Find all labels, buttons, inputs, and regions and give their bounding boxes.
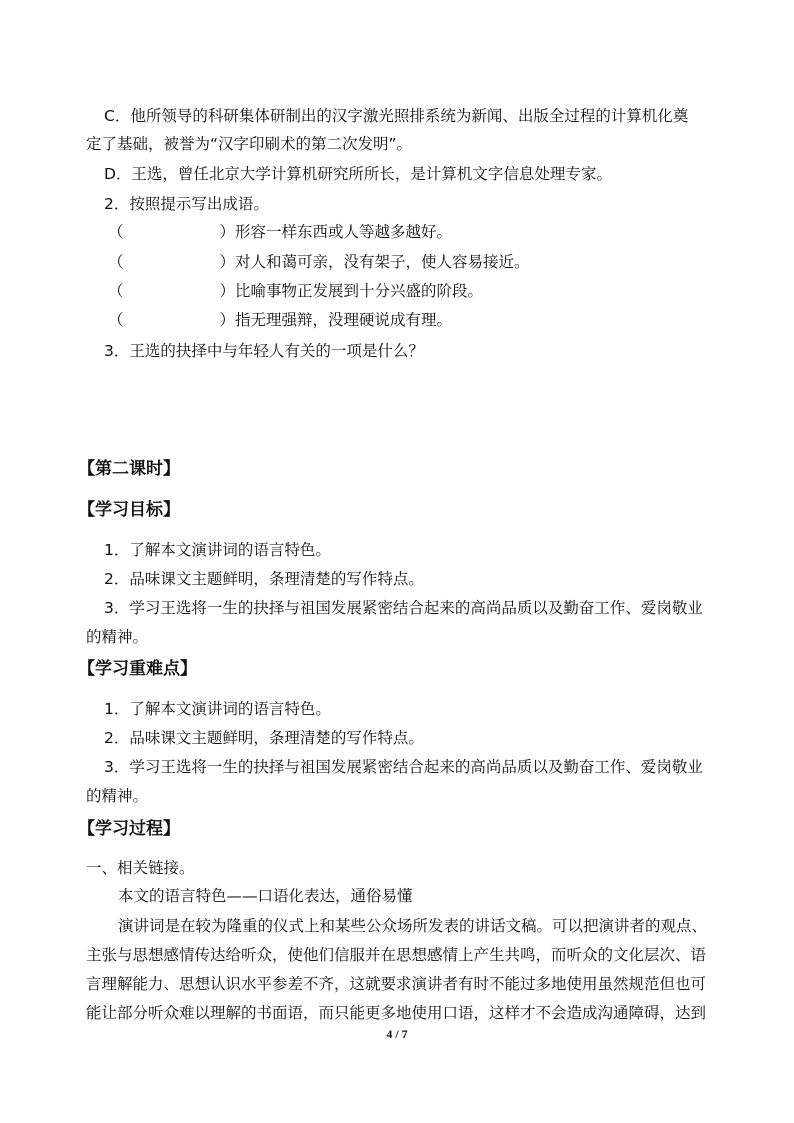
paragraph-line: 言理解能力、思想认识水平参差不齐，这就要求演讲者有时不能过多地使用虽然规范但也可 [86,975,707,993]
open-paren: （ [108,223,124,241]
close-paren: ） [219,223,236,241]
goal-item: 2．品味课文主题鲜明，条理清楚的写作特点。 [104,570,424,588]
keypoint-item: 3．学习王选将一生的抉择与祖国发展紧密结合起来的高尚品质以及勤奋工作、爱岗敬业 [104,758,703,776]
option-c-line1: C．他所领导的科研集体研制出的汉字激光照排系统为新闻、出版全过程的计算机化奠 [104,107,689,125]
open-paren: （ [108,311,124,329]
idiom-hint: 比喻事物正发展到十分兴盛的阶段。 [235,282,484,300]
idiom-item [108,222,452,242]
language-feature: 本文的语言特色——口语化表达，通俗易懂 [118,887,413,905]
paragraph-line: 能让部分听众难以理解的书面语，而只能更多地使用口语，这样才不会造成沟通障碍，达到 [86,1004,707,1022]
goal-item: 3．学习王选将一生的抉择与祖国发展紧密结合起来的高尚品质以及勤奋工作、爱岗敬业 [104,599,703,617]
idiom-item [108,281,483,301]
idiom-hint: 形容一样东西或人等越多越好。 [235,223,453,241]
idiom-item [108,310,452,330]
keypoint-item: 2．品味课文主题鲜明，条理清楚的写作特点。 [104,729,424,747]
goal-item-tail: 的精神。 [86,628,149,646]
goal-item: 1．了解本文演讲词的语言特色。 [104,541,331,559]
paragraph-line: 演讲词是在较为隆重的仪式上和某些公众场所发表的讲话文稿。可以把演讲者的观点、 [118,917,708,935]
idiom-hint: 指无理强辩，没理硬说成有理。 [235,311,453,329]
close-paren: ） [219,253,236,271]
keypoint-item: 1．了解本文演讲词的语言特色。 [104,700,331,718]
option-d: D．王选，曾任北京大学计算机研究所所长，是计算机文字信息处理专家。 [104,165,612,183]
process-heading: 【学习过程】 [78,819,180,839]
close-paren: ） [219,282,236,300]
page-number: 4 / 7 [386,1027,408,1041]
question-3: 3．王选的抉择中与年轻人有关的一项是什么？ [104,342,424,360]
idiom-hint: 对人和蔼可亲，没有架子，使人容易接近。 [235,253,530,271]
question-2: 2．按照提示写出成语。 [104,195,269,213]
keypoints-heading: 【学习重难点】 [78,659,197,679]
keypoint-item-tail: 的精神。 [86,787,149,805]
goals-heading: 【学习目标】 [78,500,180,520]
open-paren: （ [108,253,124,271]
paragraph-line: 主张与思想感情传达给听众，使他们信服并在思想感情上产生共鸣，而听众的文化层次、语 [86,946,707,964]
close-paren: ） [219,311,236,329]
lesson2-heading: 【第二课时】 [78,459,180,479]
option-c-line2: 定了基础，被誉为“汉字印刷术的第二次发明”。 [86,135,413,153]
idiom-item [108,252,530,272]
open-paren: （ [108,282,124,300]
related-link-title: 一、相关链接。 [86,859,195,877]
